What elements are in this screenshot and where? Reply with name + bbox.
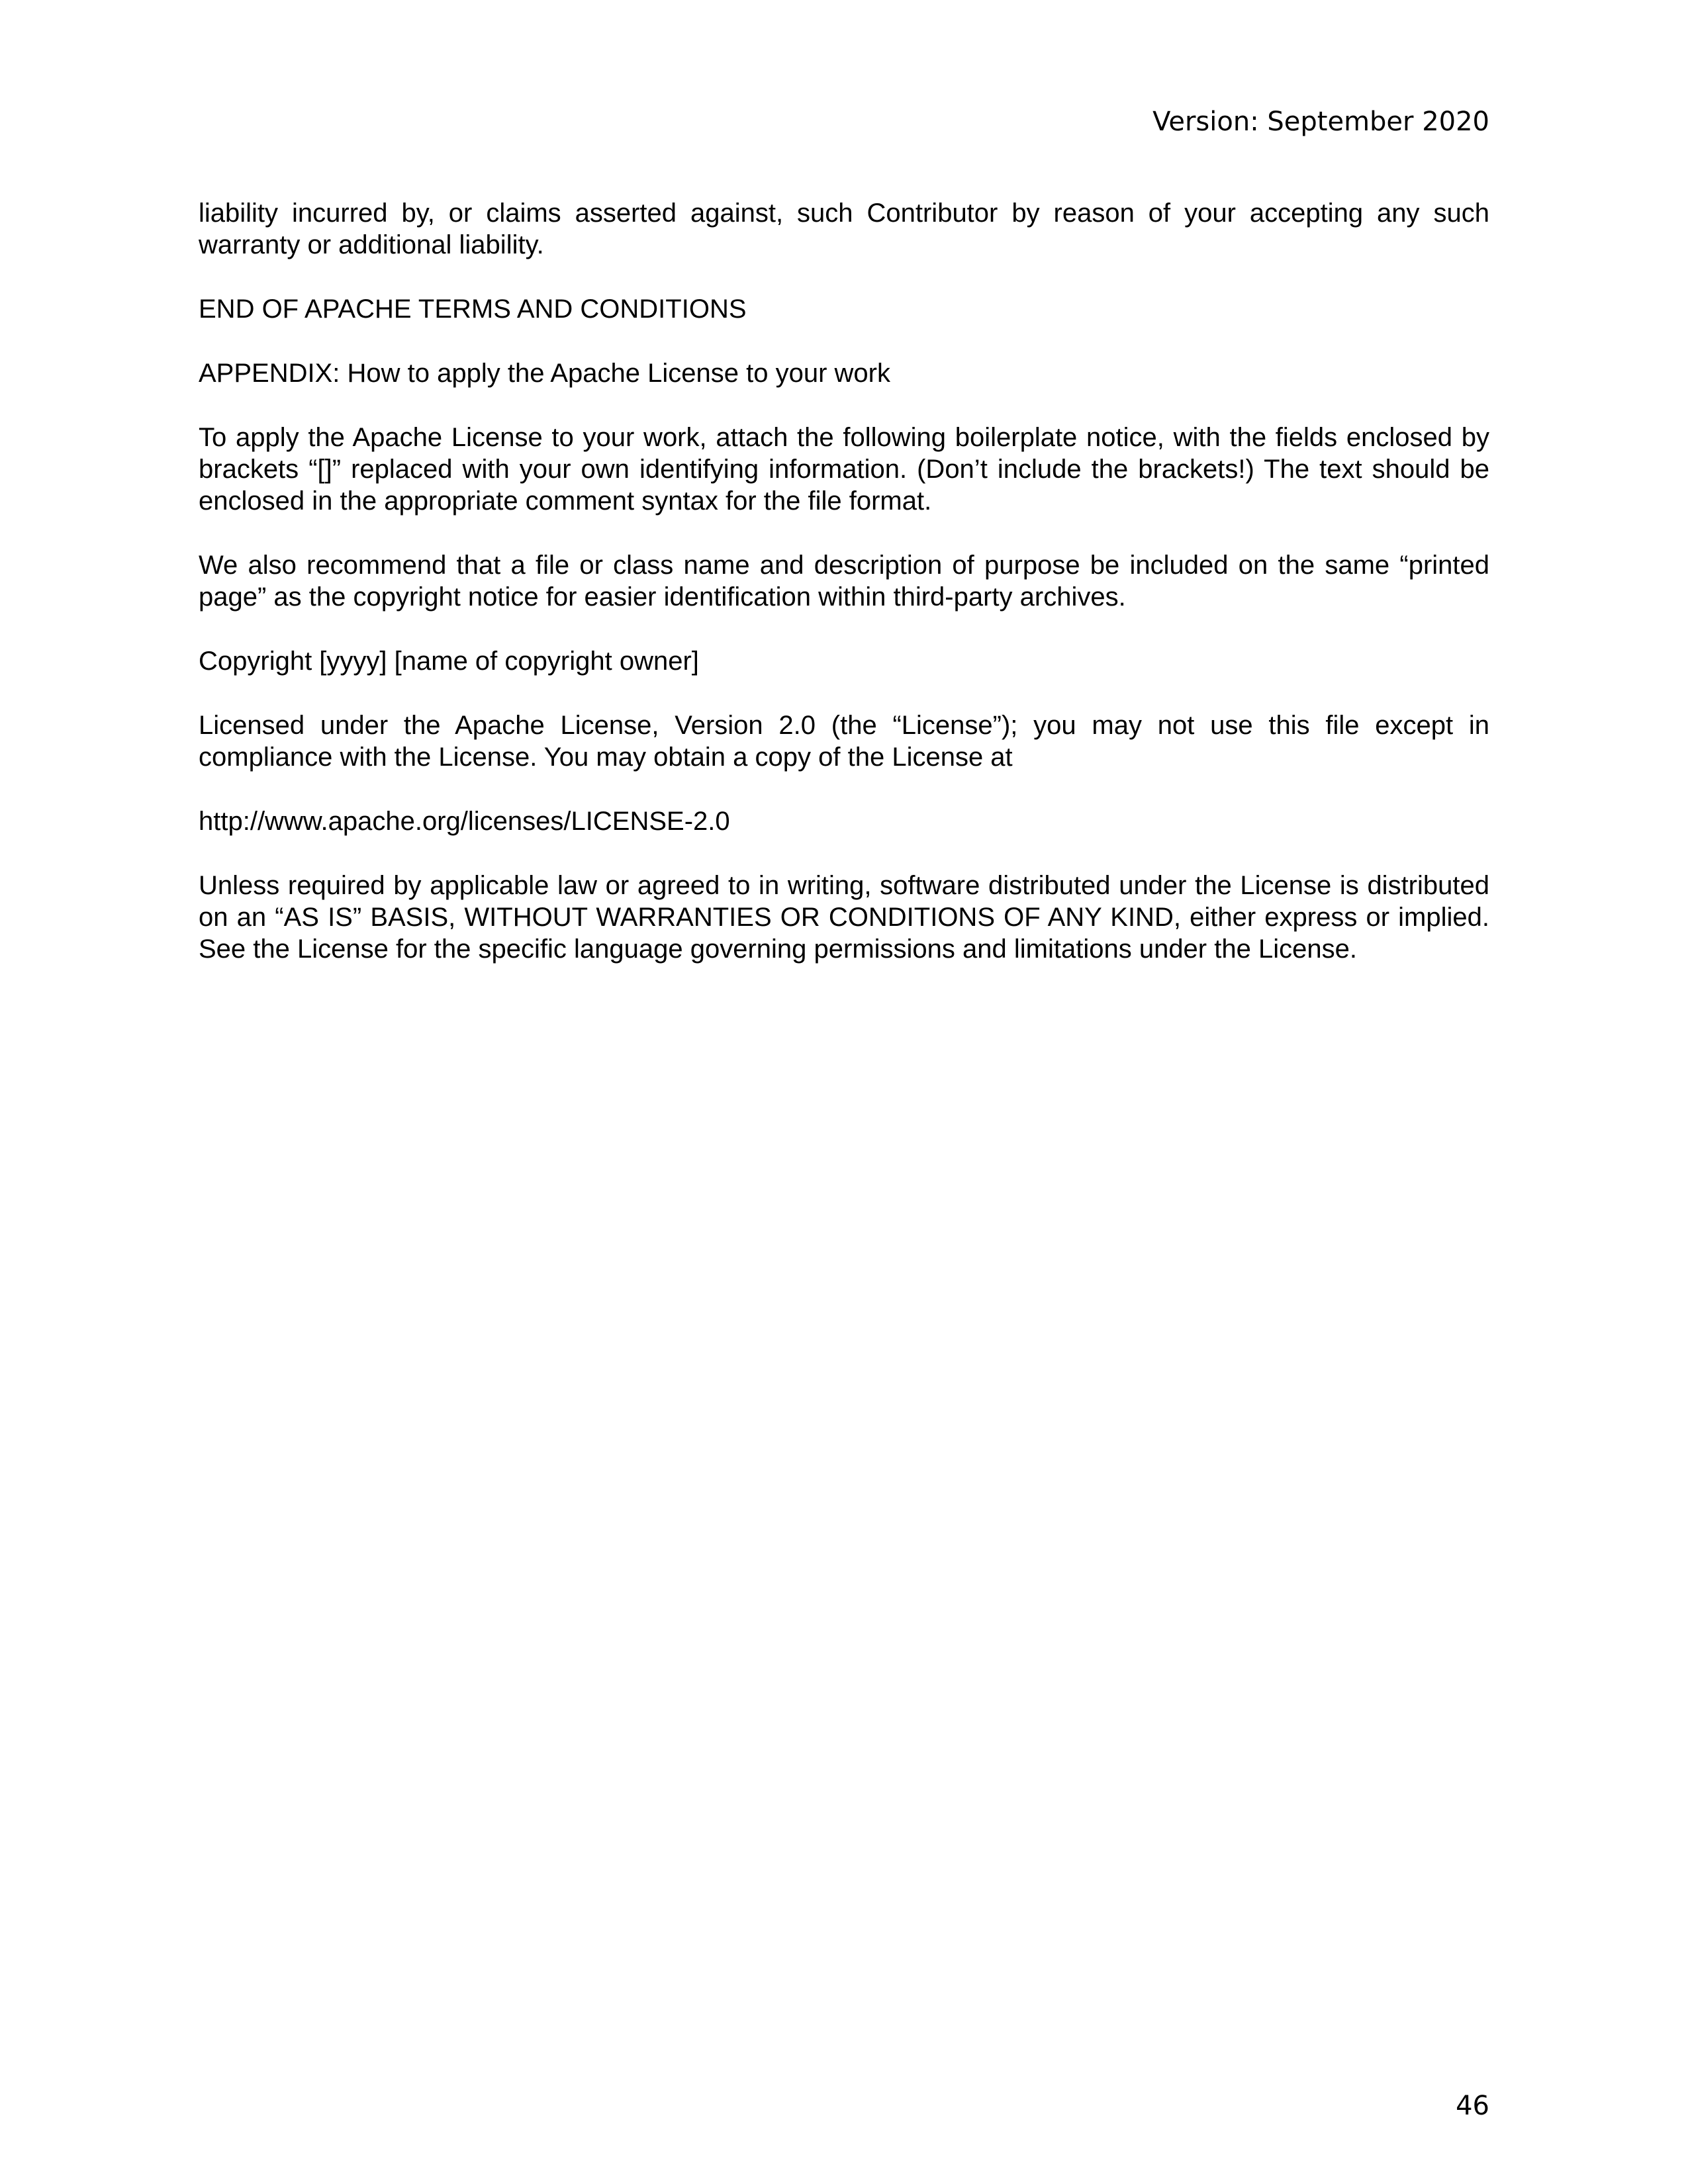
page-number: 46 [1456, 2091, 1489, 2121]
paragraph-copyright-template: Copyright [yyyy] [name of copyright owner] [199, 647, 699, 676]
paragraph-disclaimer: Unless required by applicable law or agreed to in writing, software distributed under the License is distributed on an “AS IS” BASIS, WITHOUT WARRANTIES OR CONDITIONS OF ANY KIND, either express or implied. See the License for the specific language governing permissions and limitations under the License. [199, 871, 1489, 964]
paragraph-end-terms: END OF APACHE TERMS AND CONDITIONS [199, 295, 747, 324]
paragraph-apply-license: To apply the Apache License to your work, attach the following boilerplate notice, with the fields enclosed by brackets “[]” replaced with your own identifying information. (Don’t include the brackets!) The text should be enclosed in the appropriate comment syntax for the file format. [199, 423, 1489, 516]
paragraph-recommendation: We also recommend that a file or class name and description of purpose be included on the same “printed page” as the copyright notice for easier identification within third-party archives. [199, 551, 1489, 612]
version-header: Version: September 2020 [1152, 107, 1489, 137]
paragraph-appendix-heading: APPENDIX: How to apply the Apache License to your work [199, 359, 890, 388]
paragraph-licensed-under: Licensed under the Apache License, Version 2.0 (the “License”); you may not use this file except in compliance with the License. You may obtain a copy of the License at [199, 711, 1489, 772]
license-url: http://www.apache.org/licenses/LICENSE-2.0 [199, 807, 730, 836]
paragraph-liability: liability incurred by, or claims asserted against, such Contributor by reason of your accepting any such warranty or additional liability. [199, 199, 1489, 259]
document-body [199, 197, 1489, 997]
